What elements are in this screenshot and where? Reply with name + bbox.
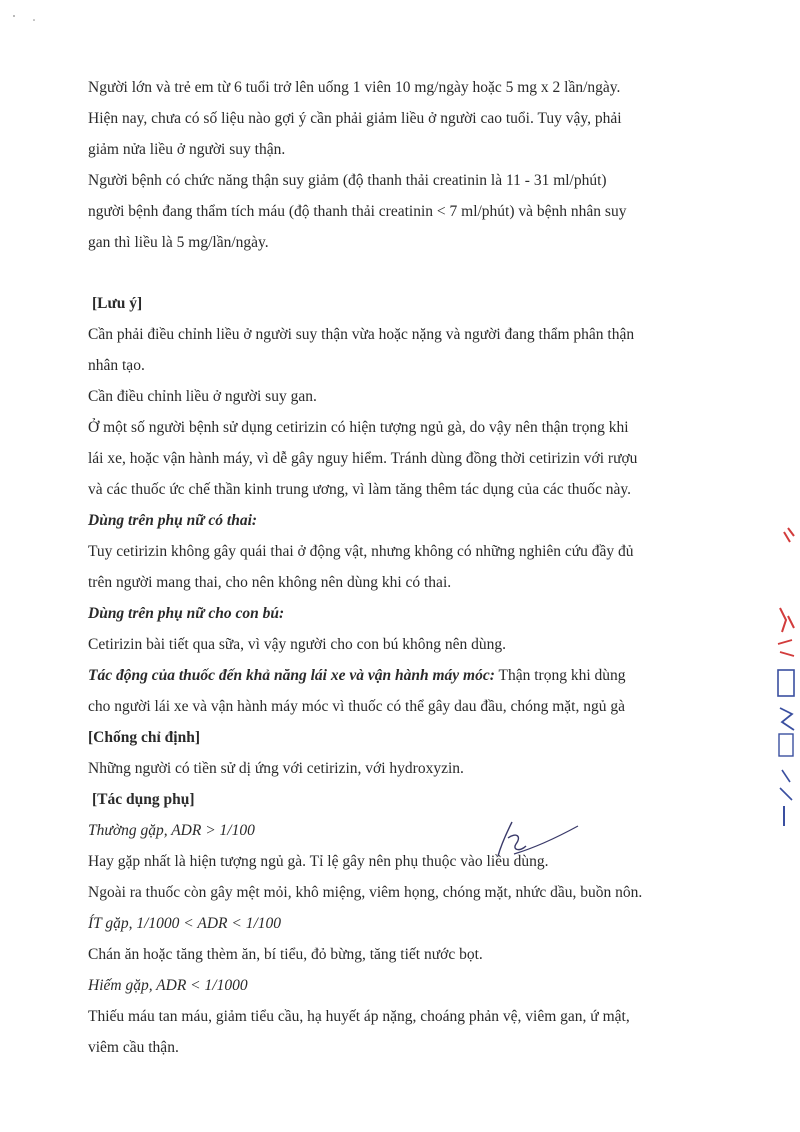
paragraph-line: và các thuốc ức chế thần kinh trung ương, vì làm tăng thêm tác dụng của các thuốc này.: [88, 481, 632, 498]
handwritten-initials-mark: [478, 812, 588, 862]
paragraph-line: Cần điều chỉnh liều ở người suy gan.: [88, 388, 317, 405]
frequency-rare: Hiếm gặp, ADR < 1/1000: [88, 977, 248, 994]
paragraph-line: Hay gặp nhất là hiện tượng ngủ gà. Tỉ lệ gây nên phụ thuộc vào liều dùng.: [88, 853, 549, 870]
paragraph-line: Chán ăn hoặc tăng thèm ăn, bí tiểu, đỏ bừng, tăng tiết nước bọt.: [88, 946, 483, 963]
paragraph-line: nhân tạo.: [88, 357, 145, 374]
paragraph-line: Hiện nay, chưa có số liệu nào gợi ý cần phải giảm liều ở người cao tuổi. Tuy vậy, phải: [88, 110, 622, 127]
paragraph-line: Người lớn và trẻ em từ 6 tuổi trở lên uống 1 viên 10 mg/ngày hoặc 5 mg x 2 lần/ngày.: [88, 79, 621, 96]
paragraph-line: Ngoài ra thuốc còn gây mệt mỏi, khô miệng, viêm họng, chóng mặt, nhức dầu, buồn nôn.: [88, 884, 643, 901]
paragraph-line: Thiếu máu tan máu, giảm tiểu cầu, hạ huyết áp nặng, choáng phản vệ, viêm gan, ứ mật,: [88, 1008, 630, 1025]
edge-stamp: [770, 520, 800, 830]
section-heading-contraindications: [Chống chỉ định]: [88, 729, 200, 746]
paragraph-line: Cetirizin bài tiết qua sữa, vì vậy người cho con bú không nên dùng.: [88, 636, 507, 653]
section-gap: [88, 258, 728, 288]
driving-text: Thận trọng khi dùng: [494, 667, 626, 684]
paragraph-line: cho người lái xe và vận hành máy móc vì thuốc có thể gây dau đầu, chóng mặt, ngủ gà: [88, 698, 625, 715]
section-heading-luu-y: [Lưu ý]: [92, 295, 143, 312]
paragraph-line: gan thì liều là 5 mg/lần/ngày.: [88, 234, 269, 251]
document-body: [88, 72, 728, 1063]
frequency-uncommon: ÍT gặp, 1/1000 < ADR < 1/100: [88, 915, 282, 932]
paragraph-line: lái xe, hoặc vận hành máy, vì dễ gây nguy hiểm. Tránh dùng đồng thời cetirizin với rượu: [88, 450, 638, 467]
scan-specks: [10, 8, 50, 28]
paragraph-line: Tuy cetirizin không gây quái thai ở động vật, nhưng không có những nghiên cứu đầy đủ: [88, 543, 634, 560]
paragraph-line: người bệnh đang thẩm tích máu (độ thanh thải creatinin < 7 ml/phút) và bệnh nhân suy: [88, 203, 627, 220]
paragraph-line: Cần phải điều chỉnh liều ở người suy thận vừa hoặc nặng và người đang thẩm phân thận: [88, 326, 635, 343]
paragraph-line: Những người có tiền sử dị ứng với cetirizin, với hydroxyzin.: [88, 760, 464, 777]
paragraph-line: Người bệnh có chức năng thận suy giảm (độ thanh thải creatinin là 11 - 31 ml/phút): [88, 172, 607, 189]
section-heading-side-effects: [Tác dụng phụ]: [92, 791, 195, 808]
paragraph-line: trên người mang thai, cho nên không nên dùng khi có thai.: [88, 574, 452, 591]
paragraph-line-driving: [88, 660, 728, 691]
subheading-driving: Tác động của thuốc đến khả năng lái xe và vận hành máy móc:: [88, 667, 495, 684]
subheading-pregnancy: Dùng trên phụ nữ có thai:: [88, 512, 258, 529]
subheading-breastfeeding: Dùng trên phụ nữ cho con bú:: [88, 605, 285, 622]
paragraph-line: Ở một số người bệnh sử dụng cetirizin có hiện tượng ngủ gà, do vậy nên thận trọng khi: [88, 419, 629, 436]
paragraph-line: giảm nửa liều ở người suy thận.: [88, 141, 286, 158]
paragraph-line: viêm cầu thận.: [88, 1039, 179, 1056]
frequency-common: Thường gặp, ADR > 1/100: [88, 822, 255, 839]
